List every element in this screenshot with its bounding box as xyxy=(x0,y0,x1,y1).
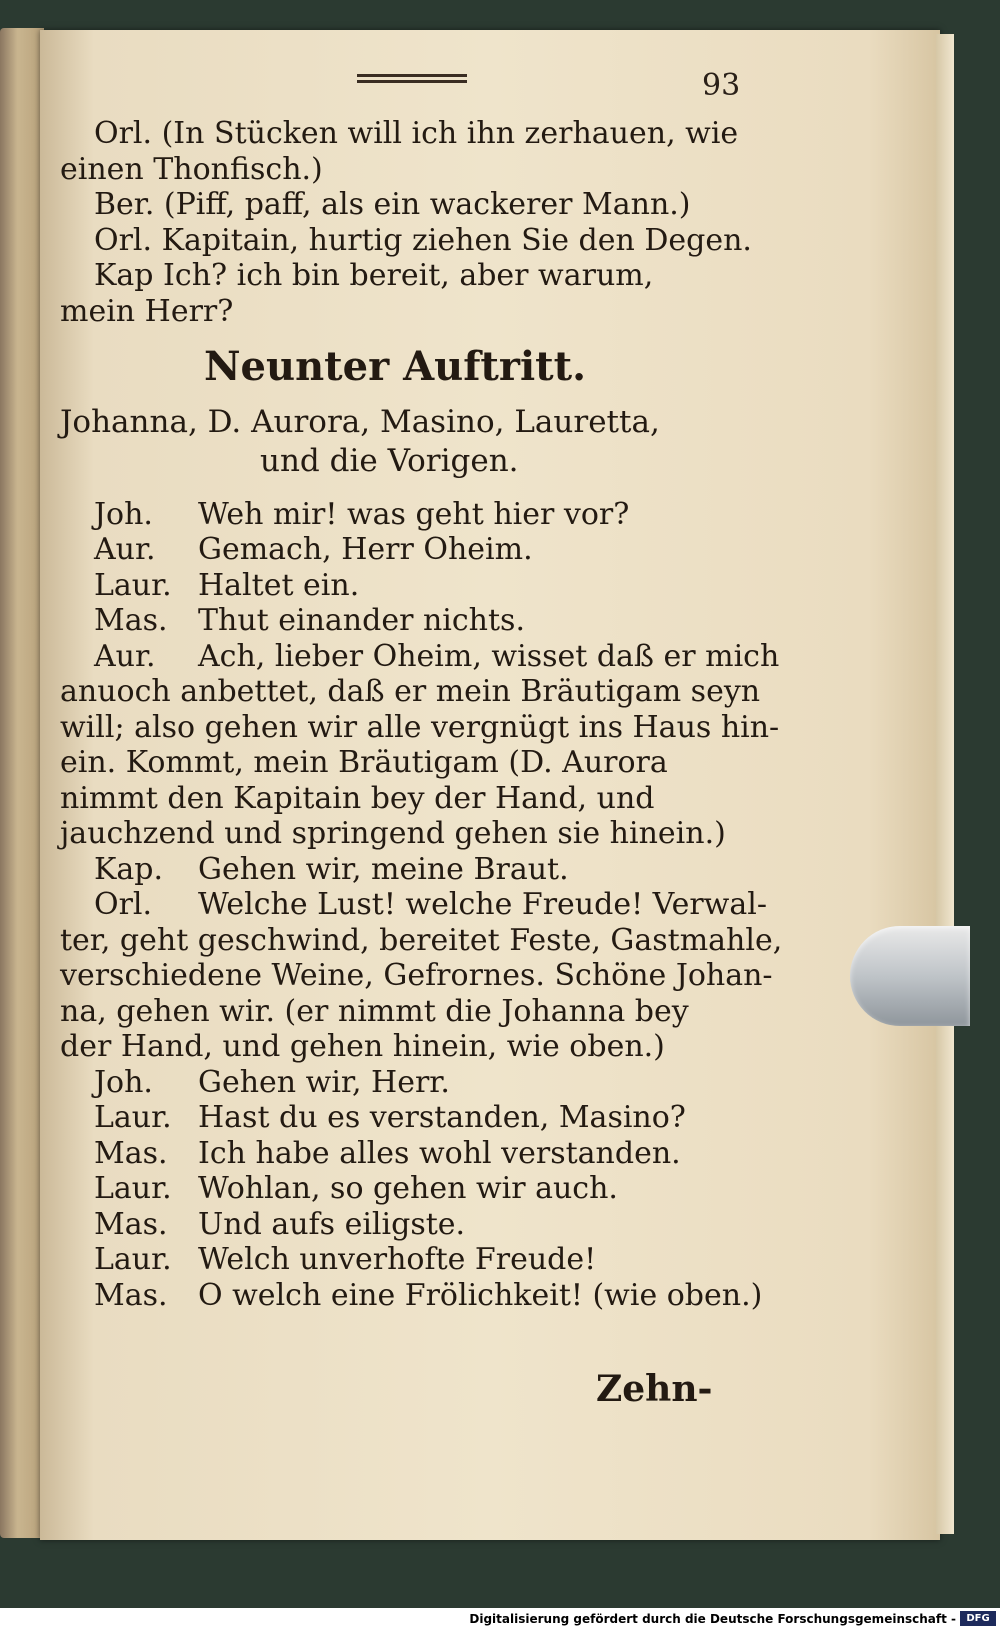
dialogue-line xyxy=(60,1100,730,1136)
text-line: anuoch anbettet, daß er mein Bräutigam seyn xyxy=(60,674,761,709)
speaker: Mas. xyxy=(94,1206,168,1242)
text-line: einen Thonfisch.) xyxy=(60,151,323,187)
dialogue-line xyxy=(60,1065,730,1101)
page-clip xyxy=(850,926,970,1026)
speaker: Kap. xyxy=(94,851,164,887)
speech: Welch unverhofte Freude! xyxy=(198,1242,597,1277)
page-number: 93 xyxy=(702,68,741,103)
footer-bar xyxy=(0,1608,1000,1630)
catchword: Zehn- xyxy=(596,1368,713,1410)
speech: Wohlan, so gehen wir auch. xyxy=(198,1171,618,1206)
dialogue-line xyxy=(60,532,730,568)
speaker: Aur. xyxy=(94,532,156,567)
speech: Gehen wir, meine Braut. xyxy=(198,851,569,887)
text-line: ein. Kommt, mein Bräutigam (D. Aurora xyxy=(60,745,668,780)
speech: Weh mir! was geht hier vor? xyxy=(198,496,630,532)
text-line: Kap Ich? ich bin bereit, aber warum, xyxy=(94,258,654,293)
speaker: Laur. xyxy=(94,1100,172,1135)
speech: Ich habe alles wohl verstanden. xyxy=(198,1135,681,1171)
speaker: Orl. xyxy=(94,887,153,922)
dialogue-line xyxy=(60,497,730,533)
scene-heading: Neunter Auftritt. xyxy=(203,343,587,390)
footer-credit: Digitalisierung gefördert durch die Deutsche Forschungsgemeinschaft - xyxy=(469,1612,956,1626)
text-line: jauchzend und springend gehen sie hinein.) xyxy=(60,816,726,851)
dfg-logo-icon: DFG xyxy=(960,1611,996,1626)
text-line: nimmt den Kapitain bey der Hand, und xyxy=(60,780,655,816)
speaker: Laur. xyxy=(94,1171,172,1206)
header-rule xyxy=(357,74,467,86)
text-line: verschiedene Weine, Gefrornes. Schöne Johan- xyxy=(60,958,773,993)
speaker: Mas. xyxy=(94,1277,168,1313)
cast-list xyxy=(60,403,730,481)
speaker: Laur. xyxy=(94,567,172,603)
dialogue-line xyxy=(60,568,730,604)
dialogue-line xyxy=(60,1242,730,1278)
speaker: Joh. xyxy=(94,496,153,532)
dialogue-line xyxy=(60,852,730,888)
text-line: Orl. Kapitain, hurtig ziehen Sie den Degen. xyxy=(94,222,752,258)
speech: Gemach, Herr Oheim. xyxy=(198,532,533,567)
text-line: will; also gehen wir alle vergnügt ins Haus hin- xyxy=(60,709,780,745)
dialogue-line xyxy=(60,1277,763,1314)
dialogue-line xyxy=(60,887,767,923)
cast-line: Johanna, D. Aurora, Masino, Lauretta, xyxy=(60,403,660,440)
speaker: Mas. xyxy=(94,1135,168,1171)
dialogue-line xyxy=(60,1171,730,1207)
speaker: Laur. xyxy=(94,1242,172,1277)
dialogue-line xyxy=(60,603,730,639)
dialogue-line xyxy=(60,1136,730,1172)
speech: Und aufs eiligste. xyxy=(198,1206,466,1242)
speaker: Aur. xyxy=(94,638,156,674)
dialogue-line xyxy=(60,1207,730,1243)
page-right-edge xyxy=(936,34,954,1534)
speech: O welch eine Frölichkeit! (wie oben.) xyxy=(198,1277,763,1313)
speech: Haltet ein. xyxy=(198,567,360,603)
speaker: Mas. xyxy=(94,603,168,638)
speaker: Joh. xyxy=(94,1064,153,1100)
speech: Thut einander nichts. xyxy=(198,603,525,638)
page-text xyxy=(60,116,783,1313)
text-line: mein Herr? xyxy=(60,293,234,329)
cast-line: und die Vorigen. xyxy=(260,442,519,479)
text-line: na, gehen wir. (er nimmt die Johanna bey xyxy=(60,993,689,1029)
speech: Ach, lieber Oheim, wisset daß er mich xyxy=(198,638,780,674)
speech: Gehen wir, Herr. xyxy=(198,1064,450,1100)
speech: Hast du es verstanden, Masino? xyxy=(198,1100,686,1135)
speech: Welche Lust! welche Freude! Verwal- xyxy=(198,887,767,922)
dialogue-line xyxy=(60,638,780,675)
text-line: Orl. (In Stücken will ich ihn zerhauen, wie xyxy=(94,116,739,151)
book-left-edge xyxy=(0,28,44,1538)
text-line: Ber. (Piff, paff, als ein wackerer Mann.) xyxy=(94,187,691,222)
text-line: der Hand, und gehen hinein, wie oben.) xyxy=(60,1029,665,1064)
text-line: ter, geht geschwind, bereitet Feste, Gastmahle, xyxy=(60,922,783,958)
